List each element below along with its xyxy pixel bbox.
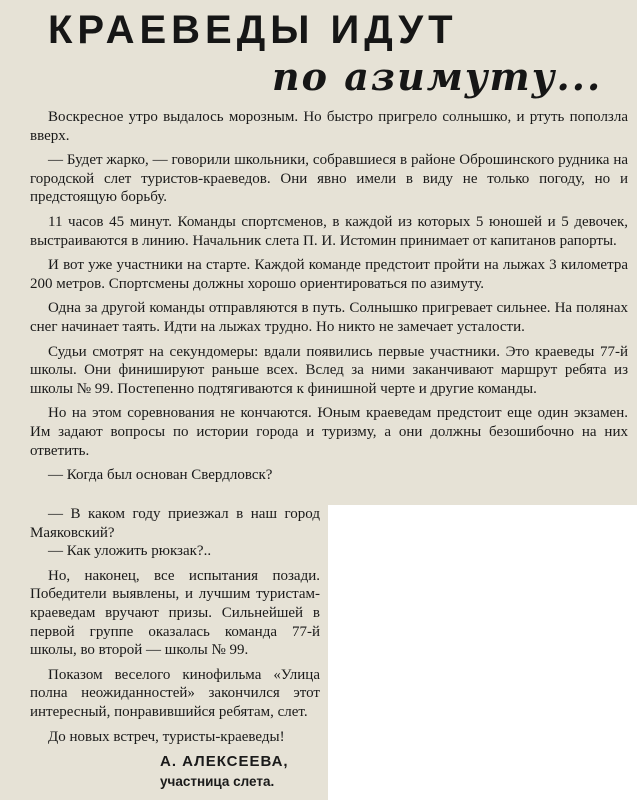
signature bbox=[30, 752, 320, 792]
subheadline: по азимуту... bbox=[272, 54, 603, 99]
paragraph: Но, наконец, все испытания позади. Победители выявлены, и лучшим туристам-краеведам вручают призы. Сильнейшей в первой группе оказалась команда 77-й школы, во второй — школы № 99. bbox=[30, 567, 320, 659]
headline: КРАЕВЕДЫ ИДУТ bbox=[48, 8, 458, 52]
paragraph: 11 часов 45 минут. Команды спортсменов, в каждой из которых 5 юношей и 5 девочек, выстраиваются в линию. Начальник слета П. И. Истомин принимает от капитанов рапорты. bbox=[30, 213, 628, 249]
paragraph: — В каком году приезжал в наш город Маяковский? bbox=[30, 506, 320, 541]
paragraph: — Как уложить рюкзак?.. bbox=[48, 543, 212, 560]
article-body-narrow bbox=[30, 505, 320, 792]
author-role: участница слета. bbox=[160, 774, 275, 790]
paragraph: — Будет жарко, — говорили школьники, собравшиеся в районе Оброшинского рудника на городской слет туристов-краеведов. Они явно имели в виду не только погоду, но и предстоящую борьбу. bbox=[30, 152, 628, 206]
paragraph: Одна за другой команды отправляются в путь. Солнышко пригревает сильнее. На полянах снег начинает таять. Идти на лыжах трудно. Но никто не замечает усталости. bbox=[30, 300, 628, 335]
paragraph: И вот уже участники на старте. Каждой команде предстоит пройти на лыжах 3 километра 200 метров. Спортсмены должны хорошо ориентироваться по азимуту. bbox=[30, 257, 628, 292]
paragraph: — Когда был основан Свердловск? bbox=[48, 467, 273, 484]
paragraph: Судьи смотрят на секундомеры: вдали появились первые участники. Это краеведы 77-й школы. Они финишируют раньше всех. Вслед за ними заканчивают маршрут ребята из школы № 99. Постепенно подтягиваются к финишной черте и другие команды. bbox=[30, 343, 628, 397]
paragraph: Показом веселого кинофильма «Улица полна неожиданностей» закончился этот интересный, понравившийся ребятам, слет. bbox=[30, 666, 320, 720]
article-body-wide bbox=[30, 108, 628, 485]
paragraph: До новых встреч, туристы-краеведы! bbox=[48, 728, 285, 745]
author-name: А. АЛЕКСЕЕВА, bbox=[160, 753, 289, 771]
paragraph: Воскресное утро выдалось морозным. Но быстро пригрело солнышко, и ртуть поползла вверх. bbox=[30, 109, 628, 144]
paragraph: Но на этом соревнования не кончаются. Юным краеведам предстоит еще один экзамен. Им задают вопросы по истории города и туризму, а они должны безошибочно на них ответить. bbox=[30, 405, 628, 459]
